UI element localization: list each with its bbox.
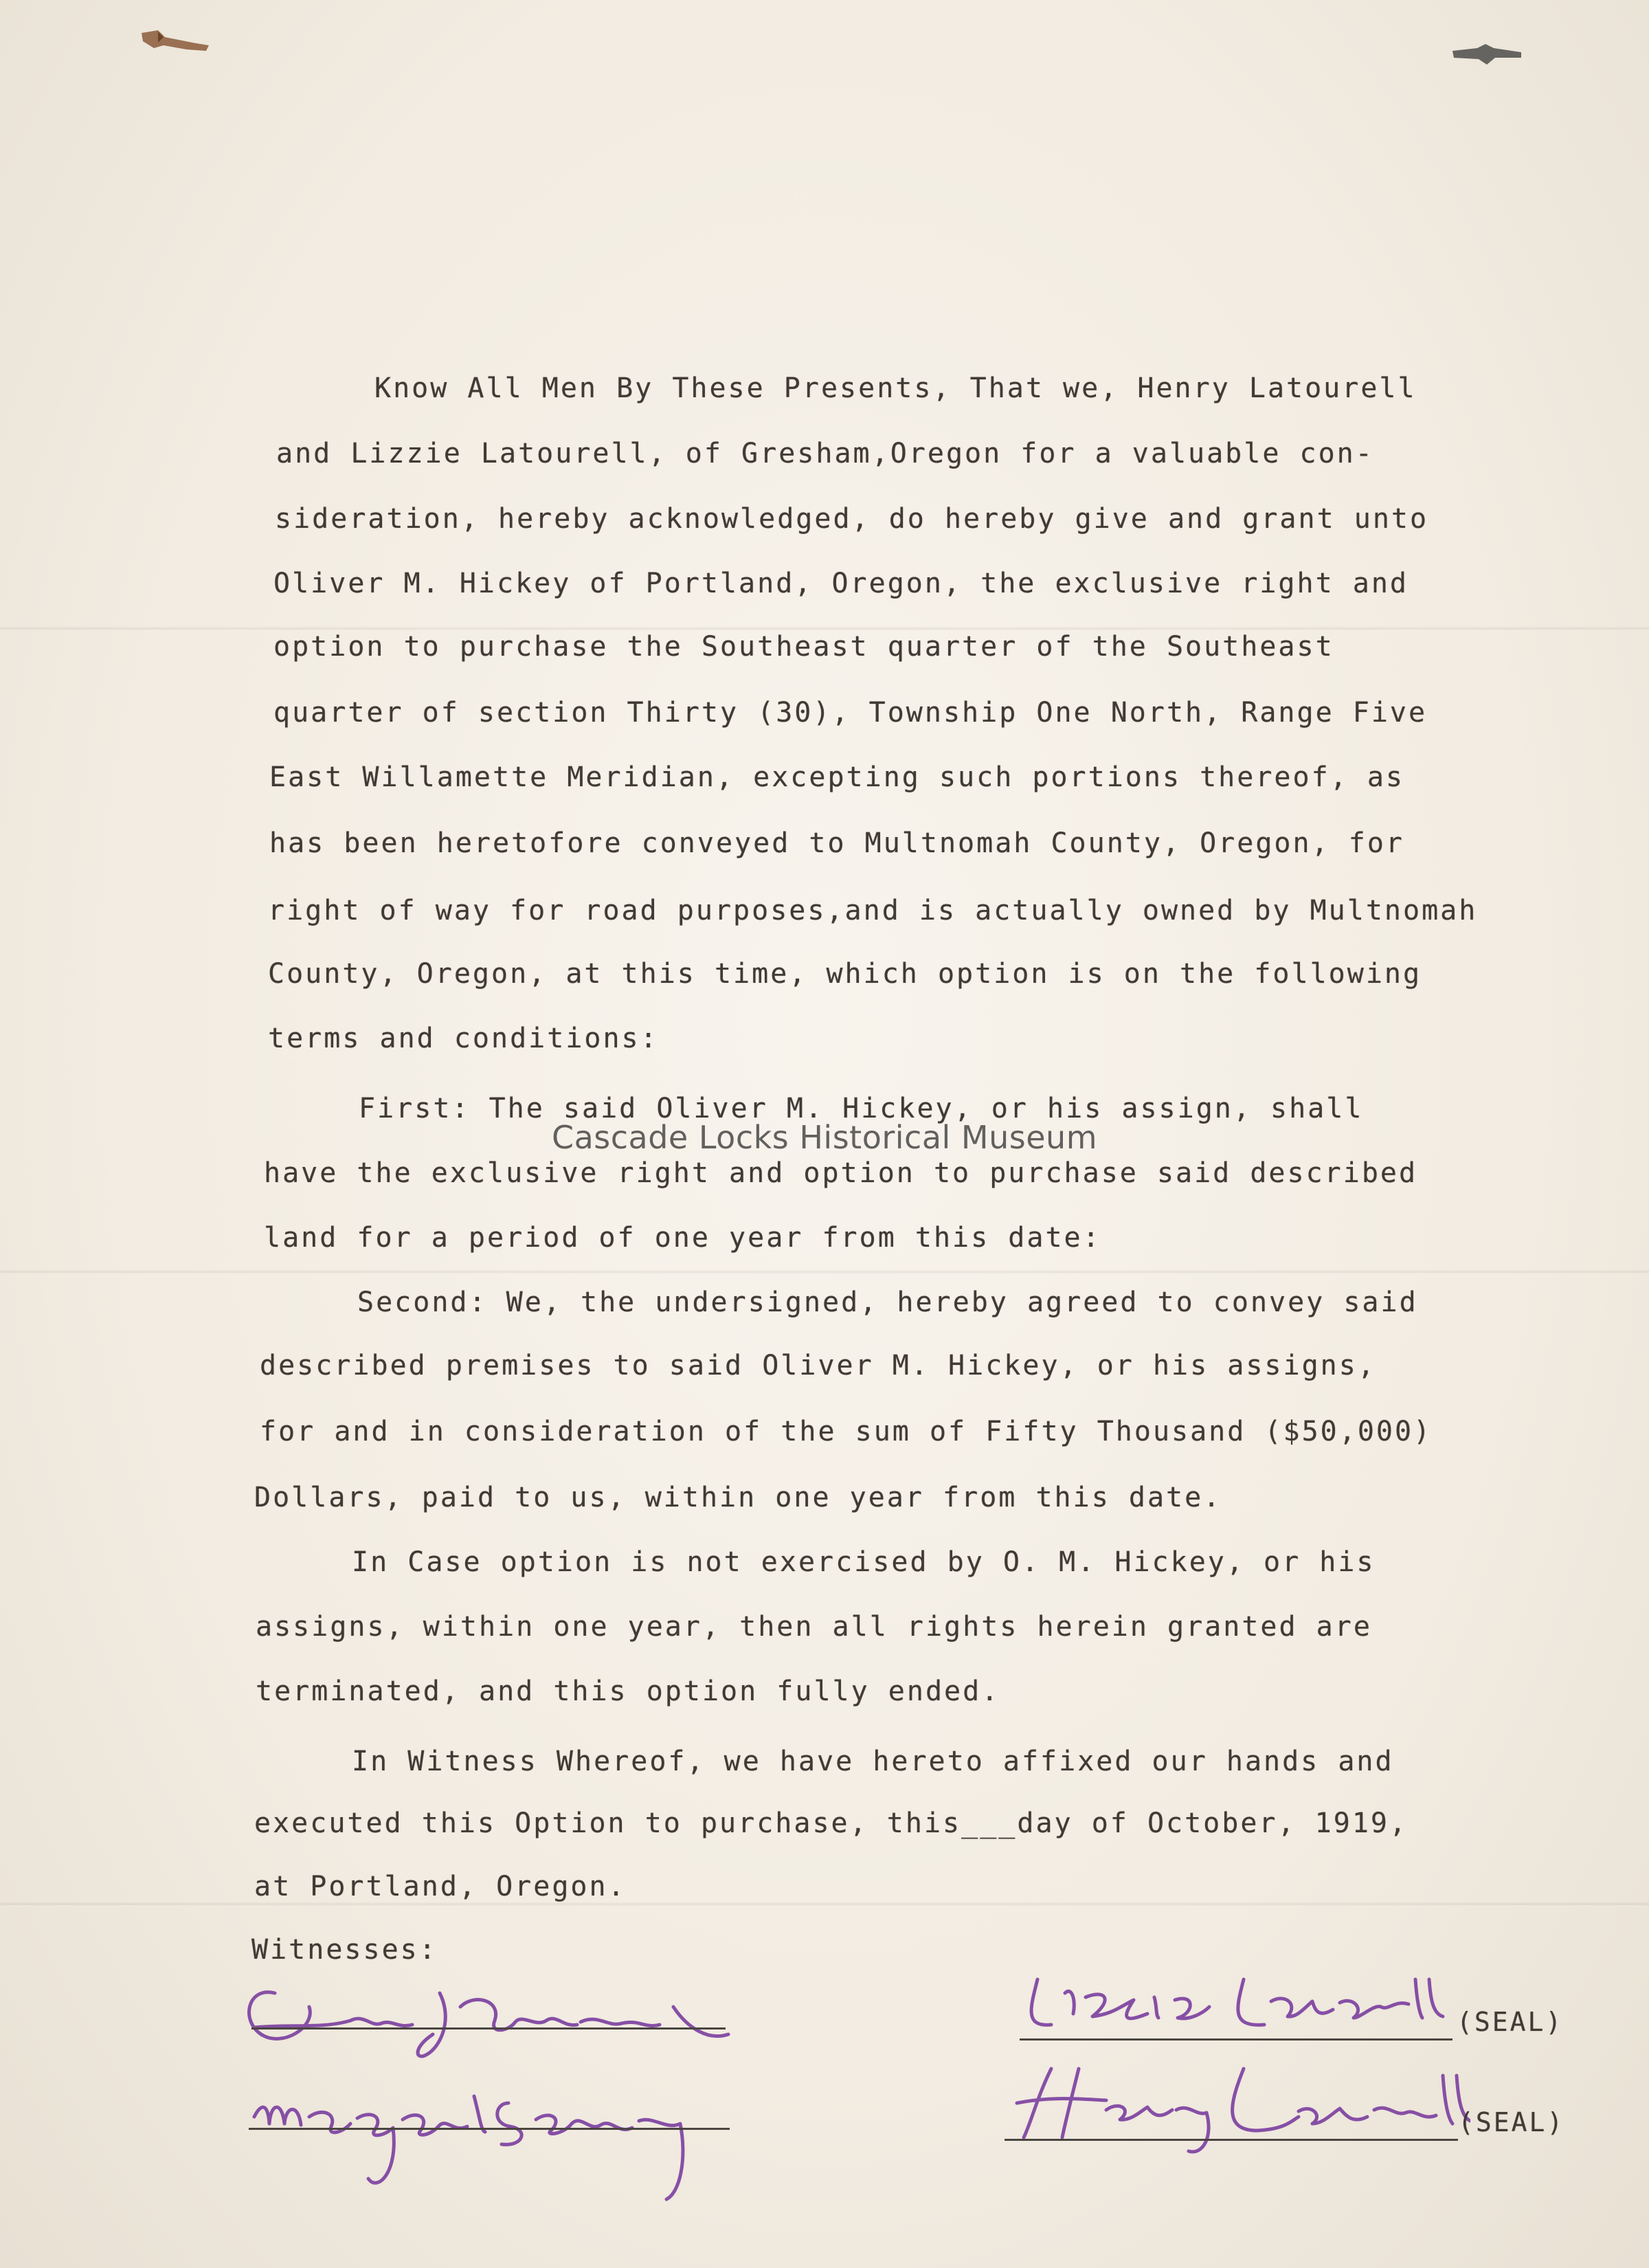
signer-2-signature-line [1005,2139,1458,2141]
document-line: Dollars, paid to us, within one year from this date. [254,1482,1222,1513]
museum-watermark: Cascade Locks Historical Museum [551,1119,1098,1156]
signer-1-signature-line [1020,2038,1452,2041]
document-line: First: The said Oliver M. Hickey, or his assign, shall [359,1093,1364,1124]
document-line: assigns, within one year, then all rights herein granted are [256,1611,1372,1643]
document-line: terms and conditions: [268,1023,659,1054]
witness-1-signature-line [251,2027,726,2030]
document-line: terminated, and this option fully ended. [256,1676,1000,1707]
witness-1-signature [234,1966,756,2069]
document-line: have the exclusive right and option to purchase said described [264,1157,1418,1189]
document-line: In Case option is not exercised by O. M. Hickey, or his [352,1546,1376,1578]
document-line: sideration, hereby acknowledged, do hereby give and grant unto [275,503,1429,535]
witnesses-label: Witnesses: [251,1934,438,1966]
document-line: Know All Men By These Presents, That we, Henry Latourell [374,373,1417,404]
document-line: right of way for road purposes,and is actually owned by Multnomah [268,895,1478,926]
witness-2-signature [240,2076,749,2213]
document-line: land for a period of one year from this date: [264,1222,1101,1254]
document-line: East Willamette Meridian, excepting such portions thereof, as [269,761,1405,793]
document-line: In Witness Whereof, we have hereto affixed our hands and [352,1746,1394,1777]
document-line: described premises to said Oliver M. Hickey, or his assigns, [260,1350,1376,1381]
document-line: at Portland, Oregon. [254,1871,627,1902]
document-line: quarter of section Thirty (30), Township One North, Range Five [273,697,1428,729]
document-line: Oliver M. Hickey of Portland, Oregon, the exclusive right and [273,568,1409,599]
document-line: County, Oregon, at this time, which option is on the following [268,958,1422,990]
signer-2-signature [996,2055,1470,2158]
document-line: option to purchase the Southeast quarter of the Southeast [273,631,1334,663]
document-line: and Lizzie Latourell, of Gresham,Oregon for a valuable con- [276,438,1374,469]
witness-2-signature-line [249,2128,730,2130]
seal-label: (SEAL) [1458,2107,1565,2137]
signer-1-signature [1010,1959,1463,2048]
document-line: for and in consideration of the sum of Fifty Thousand ($50,000) [260,1416,1433,1447]
document-line: Second: We, the undersigned, hereby agreed to convey said [357,1287,1418,1318]
document-line: executed this Option to purchase, this___day of October, 1919, [254,1808,1409,1839]
document-line: has been heretofore conveyed to Multnomah County, Oregon, for [269,827,1405,859]
seal-label: (SEAL) [1457,2007,1564,2037]
